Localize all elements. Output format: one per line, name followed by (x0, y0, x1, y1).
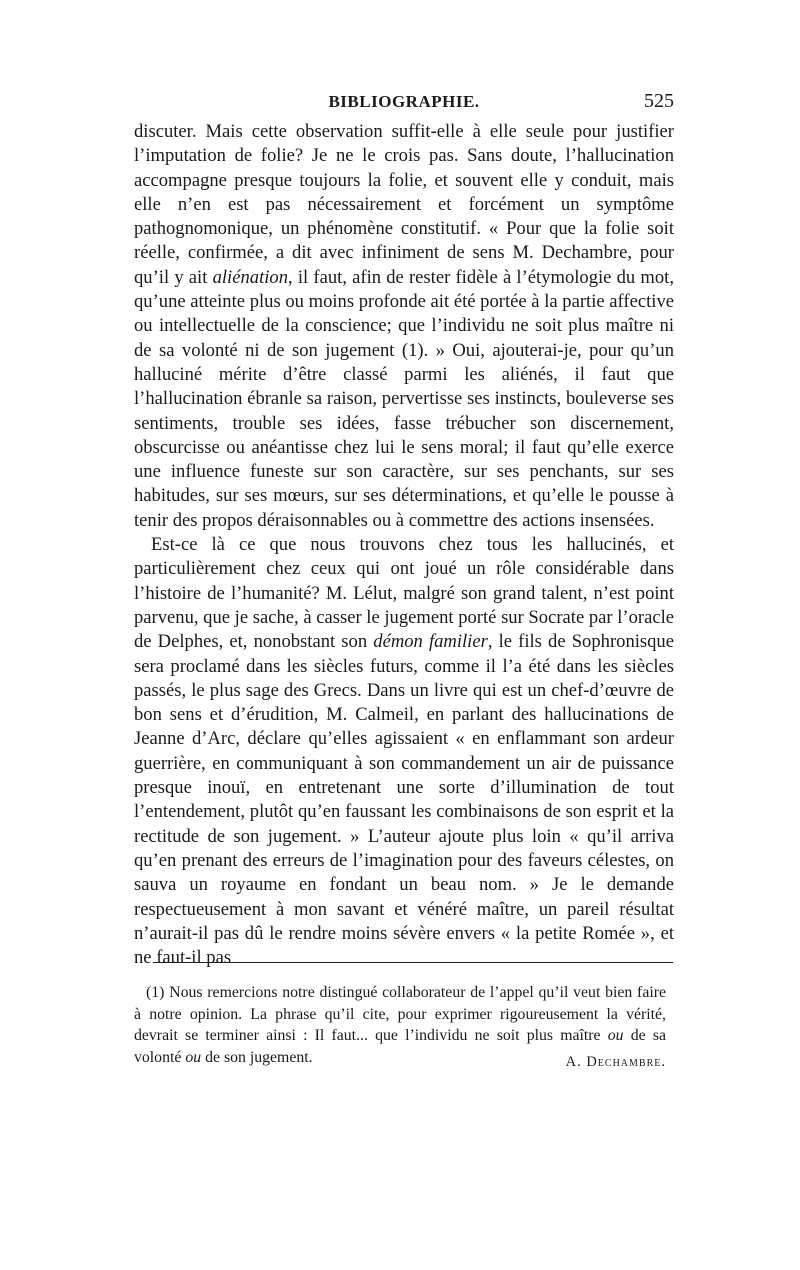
paragraph-2-italic-demon-familier: démon familier (373, 631, 488, 653)
paragraph-2 (134, 533, 674, 970)
paragraph-1-text-a: discuter. Mais cette observation suffit-elle à elle seule pour justifier l’imputation de folie? Je ne le crois pas. Sans doute, l’hallucination accompagne presque toujours la folie, et souvent elle y conduit, mais elle n’en est pas nécessairement et forcément un symptôme pathognomonique, un phénomène constitutif. « Pour que la folie soit réelle, confirmée, a dit avec infiniment de sens M. Dechambre, pour qu’il y ait (134, 121, 674, 288)
paragraph-1-text-b: , il faut, afin de rester fidèle à l’étymologie du mot, qu’une atteinte plus ou moins profonde ait été portée à la partie affective ou intellectuelle de la conscience; que l’individu ne soit plus maître ni de sa volonté ni de son jugement (1). » Oui, ajouterai-je, pour qu’un halluciné mérite d’être classé parmi les aliénés, il faut que l’hallucination ébranle sa raison, pervertisse ses instincts, bouleverse ses sentiments, trouble ses idées, fasse trébucher son discernement, obscurcisse ou anéantisse chez lui le sens moral; il faut qu’elle exerce une influence funeste sur son caractère, sur ses penchants, sur ses habitudes, sur ses mœurs, sur ses déterminations, et qu’elle le pousse à tenir des propos déraisonnables ou à commettre des actions insensées. (134, 266, 674, 531)
body-text (134, 120, 674, 970)
footnote-divider (153, 962, 673, 963)
page-header (134, 92, 674, 122)
paragraph-2-text-a: Est-ce là ce que nous trouvons chez tous les hallucinés, et particulièrement chez ceux qui ont joué un rôle considérable dans l’histoire de l’humanité? M. Lélut, malgré son grand talent, n’est point parvenu, que je sache, à casser le jugement porté sur Socrate par l’oracle de Delphes, et, nonobstant son (134, 534, 674, 653)
running-title: BIBLIOGRAPHIE. (328, 92, 480, 111)
footnote-text-a: (1) Nous remercions notre distingué collaborateur de l’appel qu’il veut bien faire à notre opinion. La phrase qu’il cite, pour exprimer rigoureusement la vérité, devrait se terminer ainsi : Il faut... que l’individu ne soit plus maître (134, 984, 666, 1044)
page-number: 525 (644, 90, 674, 112)
paragraph-2-text-b: , le fils de Sophronisque sera proclamé dans les siècles futurs, comme il l’a été dans les siècles passés, le plus sage des Grecs. Dans un livre qui est un chef-d’œuvre de bon sens et d’érudition, M. Calmeil, en parlant des hallucinations de Jeanne d’Arc, déclare qu’elles agissaient « en enflammant son ardeur guerrière, en communiquant à son commandement un air de puissance presque inouï, en entretenant une sorte d’illumination de tout l’entendement, plutôt qu’en faussant les combinaisons de son esprit et la rectitude de son jugement. » L’auteur ajoute plus loin « qu’il arriva qu’en prenant des erreurs de l’imagination pour des faveurs célestes, on sauva un royaume en fondant un beau nom. » Je le demande respectueusement à mon savant et vénéré maître, un pareil résultat n’aurait-il pas dû le rendre moins sévère envers « la petite Romée », et ne faut-il pas (134, 631, 674, 969)
footnote-text-b: de sa volonté (134, 1027, 666, 1066)
footnote-text-c: de son jugement. (201, 1048, 313, 1066)
paragraph-1 (134, 120, 674, 533)
paragraph-1-italic-alienation: aliénation (212, 266, 288, 288)
footnote-signature: A. Dechambre. (565, 1054, 666, 1070)
footnote-italic-ou-1: ou (607, 1027, 624, 1044)
footnote-italic-ou-2: ou (185, 1048, 202, 1066)
